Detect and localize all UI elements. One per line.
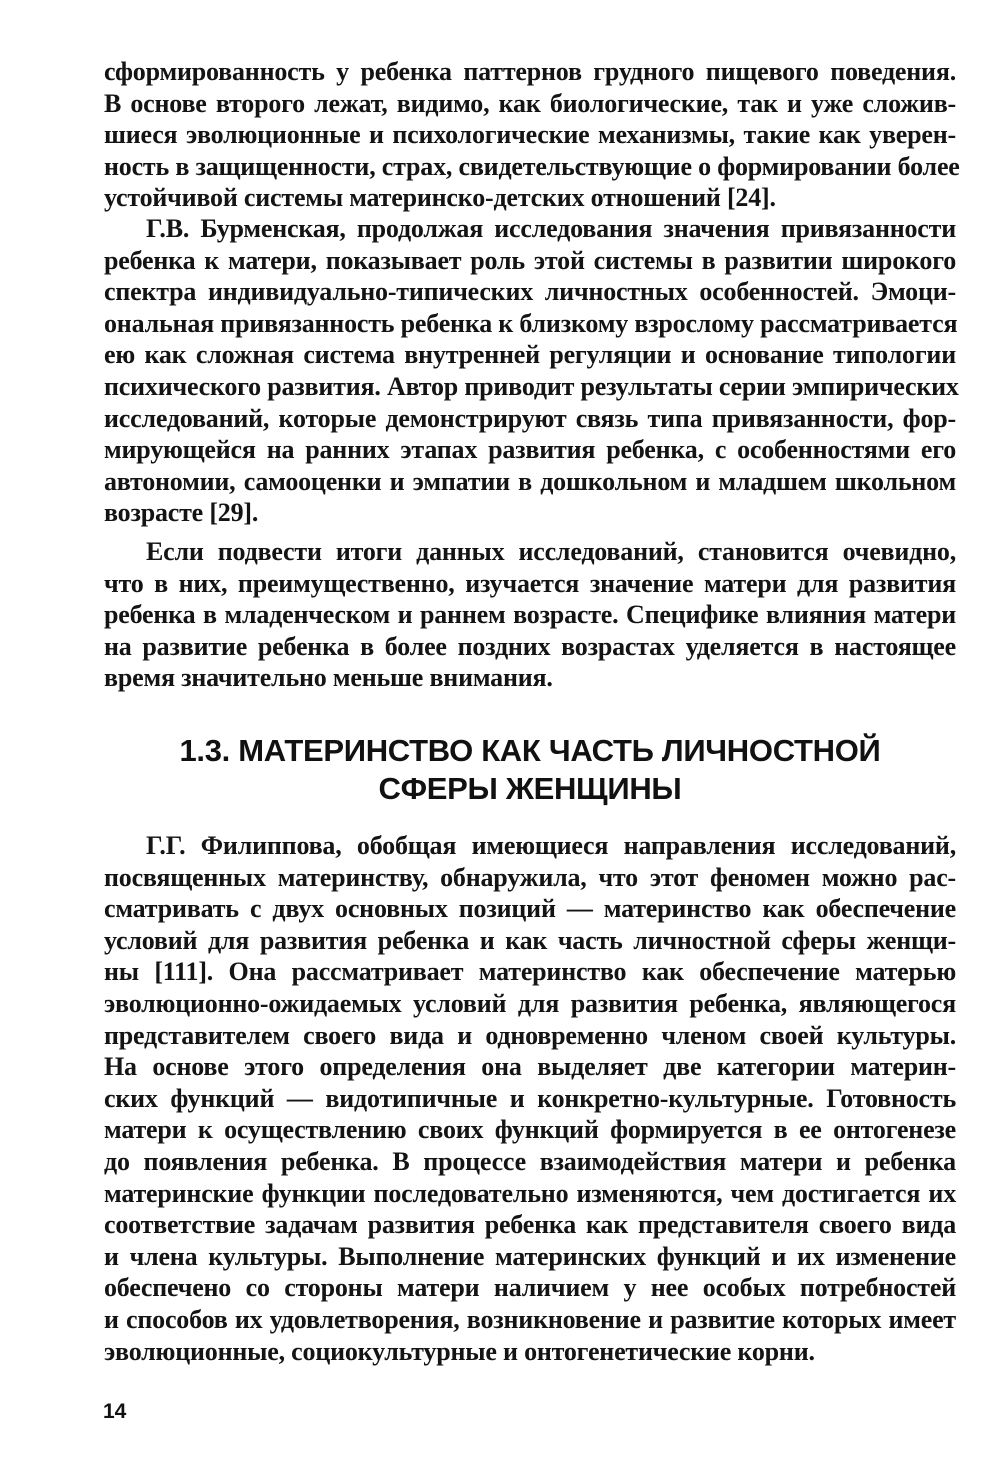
- text-line: ность в защищенности, страх, свидетельствующие о формировании более: [104, 151, 960, 181]
- text-line: посвященных материнству, обнаружила, что этот феномен можно рас-: [104, 862, 956, 892]
- text-line: Г.Г. Филиппова, обобщая имеющиеся направления исследований,: [146, 831, 956, 860]
- text-line: эволюционно-ожидаемых условий для развития ребенка, являющегося: [104, 988, 956, 1018]
- text-line: ребенка в младенческом и раннем возрасте. Специфике влияния матери: [104, 600, 956, 630]
- text-line: сматривать с двух основных позиций — материнство как обеспечение: [104, 894, 956, 924]
- text-line: сформированность у ребенка паттернов грудного пищевого поведения.: [104, 57, 956, 86]
- text-line: до появления ребенка. В процессе взаимодействия матери и ребенка: [104, 1146, 956, 1176]
- text-line: и члена культуры. Выполнение материнских функций и их изменение: [104, 1241, 956, 1271]
- text-line: ею как сложная система внутренней регуляции и основание типологии: [104, 340, 956, 370]
- text-line: ребенка к матери, показывает роль этой системы в развитии широкого: [104, 245, 956, 275]
- text-line: мирующейся на ранних этапах развития ребенка, с особенностями его: [104, 435, 956, 465]
- text-line: представителем своего вида и одновременно членом своей культуры.: [104, 1020, 956, 1050]
- page-number: 14: [103, 1400, 127, 1423]
- section-heading-line-2: СФЕРЫ ЖЕНЩИНЫ: [378, 771, 682, 806]
- paragraph-summary: [104, 536, 956, 694]
- text-line: ональная привязанность ребенка к близкому взрослому рассматривается: [104, 308, 958, 338]
- text-line: На основе этого определения она выделяет две категории материн-: [104, 1052, 956, 1082]
- section-heading-line-1: 1.3. МАТЕРИНСТВО КАК ЧАСТЬ ЛИЧНОСТНОЙ: [179, 733, 881, 768]
- text-line: эволюционные, социокультурные и онтогенетические корни.: [104, 1336, 815, 1366]
- text-line: Если подвести итоги данных исследований, становится очевидно,: [146, 537, 956, 566]
- text-line: психического развития. Автор приводит результаты серии эмпирических: [104, 371, 959, 401]
- text-line: матери к осуществлению своих функций формируется в ее онтогенезе: [104, 1115, 956, 1145]
- text-line: время значительно меньше внимания.: [104, 663, 553, 693]
- paragraph-burmenskaya: [104, 213, 959, 529]
- text-line: В основе второго лежат, видимо, как биологические, так и уже сложив-: [104, 88, 956, 118]
- text-line: автономии, самооценки и эмпатии в дошкольном и младшем школьном: [104, 466, 956, 496]
- text-line: соответствие задачам развития ребенка как представителя своего вида: [104, 1210, 956, 1240]
- text-line: материнские функции последовательно изменяются, чем достигается их: [104, 1178, 956, 1208]
- text-line: спектра индивидуально-типических личностных особенностей. Эмоци-: [104, 277, 956, 307]
- text-line: на развитие ребенка в более поздних возрастах уделяется в настоящее: [104, 631, 956, 661]
- text-line: устойчивой системы материнско-детских отношений [24].: [104, 183, 776, 213]
- text-line: исследований, которые демонстрируют связь типа привязанности, фор-: [104, 403, 956, 433]
- text-line: обеспечено со стороны матери наличием у нее особых потребностей: [104, 1273, 956, 1303]
- text-line: Г.В. Бурменская, продолжая исследования значения привязанности: [146, 214, 956, 243]
- text-line: условий для развития ребенка и как часть личностной сферы женщи-: [104, 925, 956, 955]
- paragraph-continuation: [104, 56, 960, 214]
- section-heading: [104, 732, 956, 808]
- text-line: что в них, преимущественно, изучается значение матери для развития: [104, 568, 956, 598]
- text-line: и способов их удовлетворения, возникновение и развитие которых имеет: [104, 1304, 956, 1334]
- text-line: ны [111]. Она рассматривает материнство как обеспечение матерью: [104, 957, 956, 987]
- text-line: шиеся эволюционные и психологические механизмы, такие как уверен-: [104, 120, 956, 150]
- paragraph-filippova: [104, 830, 956, 1367]
- text-line: ских функций — видотипичные и конкретно-культурные. Готовность: [104, 1083, 956, 1113]
- text-line: возрасте [29].: [104, 498, 259, 528]
